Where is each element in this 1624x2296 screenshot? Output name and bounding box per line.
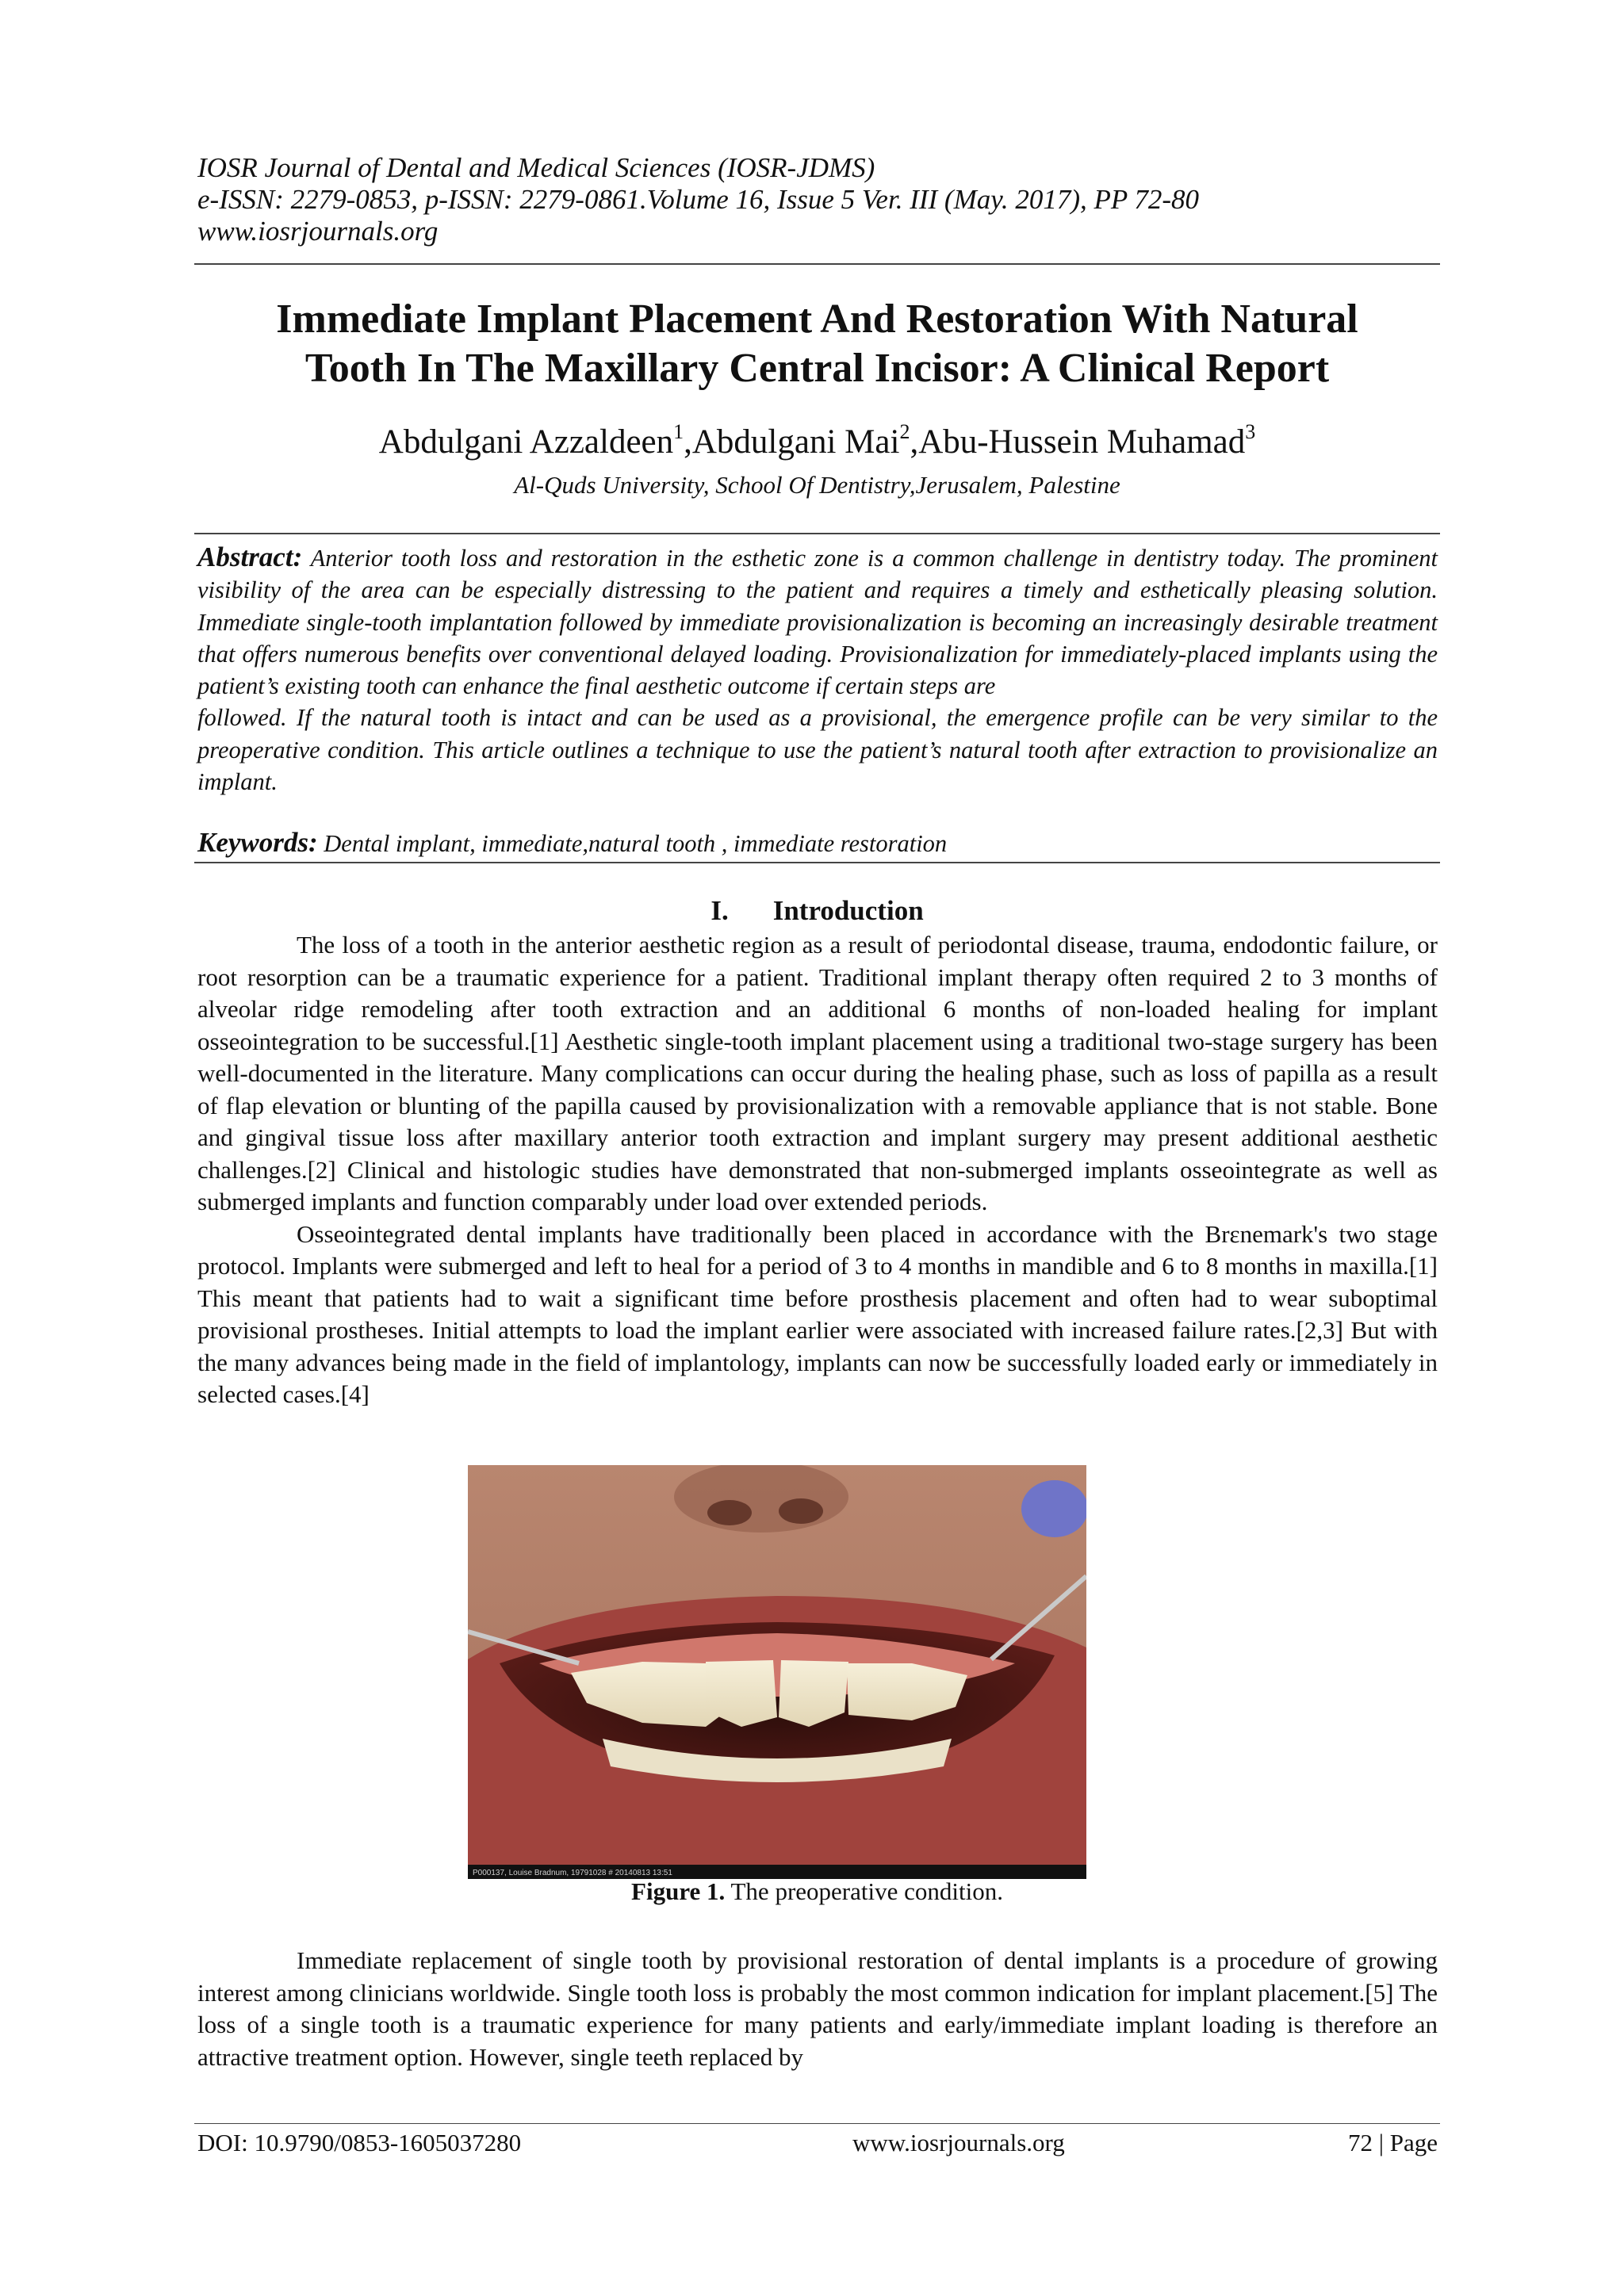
author-name: ,Abu-Hussein Muhamad (910, 423, 1246, 461)
issn-line: e-ISSN: 2279-0853, p-ISSN: 2279-0861.Volume 16, Issue 5 Ver. III (May. 2017), PP 72-80 (197, 184, 1200, 215)
title-line-2: Tooth In The Maxillary Central Incisor: A Clinical Report (304, 346, 1330, 391)
author-affiliation-mark: 3 (1245, 420, 1256, 443)
author-name: ,Abdulgani Mai (684, 423, 900, 461)
affiliation: Al-Quds University, School Of Dentistry,Jerusalem, Palestine (514, 471, 1120, 499)
header-rule (194, 263, 1440, 265)
title-line-1: Immediate Implant Placement And Restoration With Natural (276, 297, 1358, 342)
paragraph: Immediate replacement of single tooth by provisional restoration of dental implants is a procedure of growing interest among clinicians worldwide. Single tooth loss is probably the most common indication for implant placement.[5] The loss of a single tooth is a traumatic experience for many patients and early/immediate implant loading is therefore an attractive treatment option. However, single teeth replaced by (197, 1946, 1438, 2071)
journal-website: www.iosrjournals.org (197, 216, 439, 247)
paragraph: The loss of a tooth in the anterior aesthetic region as a result of periodontal disease, trauma, endodontic failure, or root resorption can be a traumatic experience for a patient. Traditional implant therapy often required 2 to 3 months of alveolar ridge remodeling after tooth extraction and an additional 6 months of non-loaded healing for implant osseointegration to be successful.[1] Aesthetic single-tooth implant placement using a traditional two-stage surgery has been well-documented in the literature. Many complications can occur during the healing phase, such as loss of papilla as a result of flap elevation or blunting of the papilla caused by provisionalization with a removable appliance that is not stable. Bone and gingival tissue loss after maxillary anterior tooth extraction and implant surgery may present additional aesthetic challenges.[2] Clinical and histologic studies have demonstrated that non-submerged implants osseointegrate as well as submerged implants and function comparably under load over extended periods. (197, 931, 1438, 1215)
abstract-text-2: followed. If the natural tooth is intact and can be used as a provisional, the emergence profile can be very similar to the preoperative condition. This article outlines a technique to use the patient’s natural tooth after extraction to provisionalize an implant. (197, 704, 1438, 796)
author-affiliation-mark: 2 (899, 420, 910, 443)
section-heading (194, 894, 1440, 928)
photo-stamp: P000137, Louise Bradnum, 19791028 # 20140813 13:51 (473, 1869, 672, 1877)
section-number: I. (710, 895, 729, 926)
figure-caption-text: The preoperative condition. (730, 1877, 1003, 1905)
keywords-label: Keywords: (197, 827, 318, 858)
footer-website: www.iosrjournals.org (852, 2129, 1065, 2156)
abstract-text-1: Anterior tooth loss and restoration in the esthetic zone is a common challenge in dentistry today. The prominent visibility of the area can be especially distressing to the patient and requires a timely and esthetically pleasing solution. Immediate single-tooth implantation followed by immediate provisionalization is becoming an increasingly desirable treatment that offers numerous benefits over conventional delayed loading. Provisionalization for immediately-placed implants using the patient’s existing tooth can enhance the final aesthetic outcome if certain steps are (197, 545, 1438, 700)
journal-header (197, 152, 1441, 247)
author-name: Abdulgani Azzaldeen (378, 423, 674, 461)
figure-label: Figure 1. (631, 1877, 726, 1905)
body-text-intro (197, 929, 1438, 1411)
figure-1-photo (468, 1465, 1086, 1879)
footer-doi: DOI: 10.9790/0853-1605037280 (197, 2129, 522, 2156)
article-title (194, 295, 1440, 393)
page-number: 72 | Page (1348, 2129, 1438, 2156)
abstract-bottom-rule (194, 862, 1440, 863)
paragraph: Osseointegrated dental implants have traditionally been placed in accordance with the Brεnemark's two stage protocol. Implants were submerged and left to heal for a period of 3 to 4 months in mandible and 6 to 8 months in maxilla.[1] This meant that patients had to wait a significant time before prosthesis placement and often had to wear suboptimal provisional prostheses. Initial attempts to load the implant earlier were associated with increased failure rates.[2,3] But with the many advances being made in the field of implantology, implants can now be successfully loaded early or immediately in selected cases.[4] (197, 1219, 1438, 1408)
abstract-label: Abstract: (197, 541, 303, 572)
author-affiliation-mark: 1 (673, 420, 684, 443)
journal-name: IOSR Journal of Dental and Medical Sciences (IOSR-JDMS) (197, 152, 875, 183)
section-title: Introduction (772, 895, 924, 926)
abstract (197, 541, 1438, 798)
footer-rule (194, 2123, 1440, 2124)
keywords-text: Dental implant, immediate,natural tooth , immediate restoration (324, 830, 948, 857)
body-text-continued (197, 1945, 1438, 2073)
abstract-top-rule (194, 533, 1440, 534)
figure-caption (194, 1876, 1440, 1908)
keywords (197, 827, 1438, 859)
author-list (194, 420, 1440, 465)
preoperative-smile-image (468, 1465, 1086, 1879)
